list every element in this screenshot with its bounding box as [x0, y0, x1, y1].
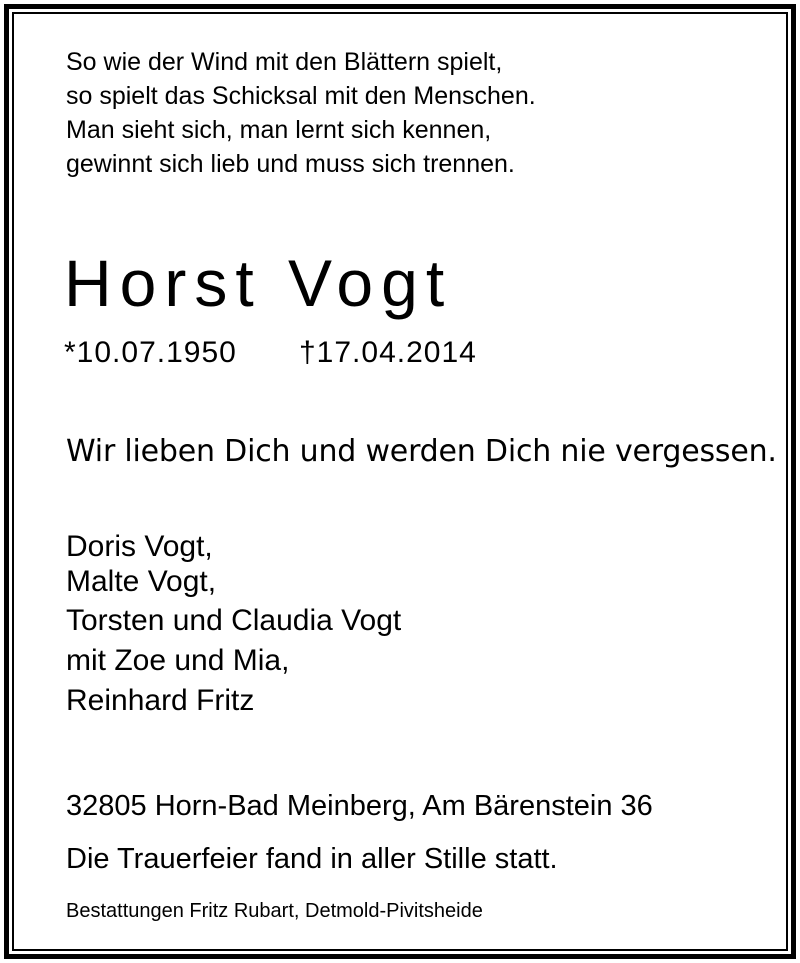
address: 32805 Horn-Bad Meinberg, Am Bärenstein 36: [66, 790, 653, 822]
poem-line: so spielt das Schicksal mit den Menschen.: [66, 82, 536, 110]
mourner-name: Reinhard Fritz: [66, 684, 255, 717]
poem-line: So wie der Wind mit den Blättern spielt,: [66, 48, 503, 76]
deceased-name: Horst Vogt: [64, 246, 453, 320]
poem-line: Man sieht sich, man lernt sich kennen,: [66, 116, 492, 144]
birth-date: *10.07.1950: [64, 336, 237, 369]
mourner-name: Doris Vogt,: [66, 530, 213, 563]
mourner-name: mit Zoe und Mia,: [66, 644, 290, 677]
tribute-line: Wir lieben Dich und werden Dich nie vergessen.: [66, 434, 777, 469]
funeral-note: Die Trauerfeier fand in aller Stille statt.: [66, 843, 558, 875]
undertaker-credit: Bestattungen Fritz Rubart, Detmold-Pivitsheide: [66, 900, 483, 922]
mourner-name: Torsten und Claudia Vogt: [66, 604, 402, 637]
death-date: †17.04.2014: [299, 336, 477, 369]
poem-line: gewinnt sich lieb und muss sich trennen.: [66, 150, 515, 178]
mourner-name: Malte Vogt,: [66, 565, 217, 598]
